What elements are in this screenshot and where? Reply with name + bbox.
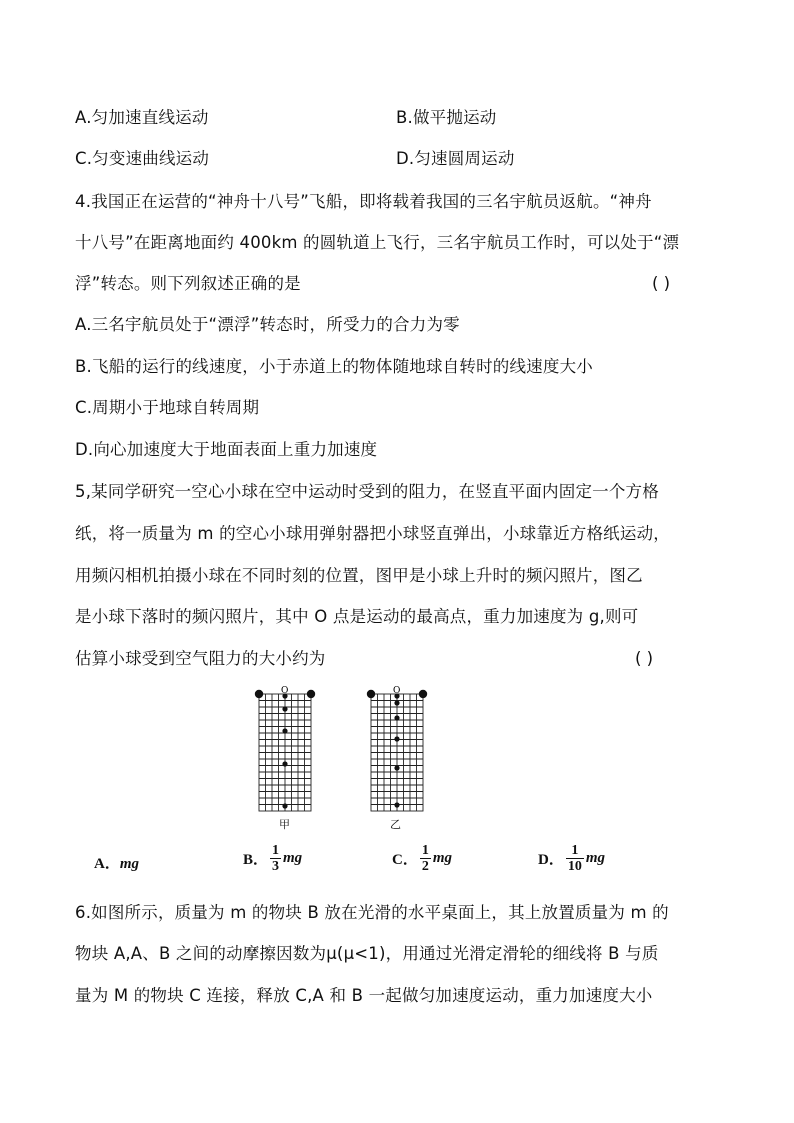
q5-answer-paren: ( ) bbox=[635, 649, 654, 668]
q6-stem-line2: 物块 A,A、B 之间的动摩擦因数为μ(μ<1)，用通过光滑定滑轮的细线将 B 与质 bbox=[75, 944, 659, 963]
figure-left-caption: 甲 bbox=[279, 818, 290, 831]
q6-stem-line1: 6.如图所示，质量为 m 的物块 B 放在光滑的水平桌面上，其上放置质量为 m 的 bbox=[75, 903, 669, 922]
q3-option-c: C.匀变速曲线运动 bbox=[75, 149, 210, 168]
q3-option-a: A.匀加速直线运动 bbox=[75, 108, 209, 127]
q5-option-a: A．mg bbox=[94, 856, 140, 872]
figure-right-caption: 乙 bbox=[390, 818, 401, 831]
q4-option-b: B.飞船的运行的线速度，小于赤道上的物体随地球自转时的线速度大小 bbox=[75, 357, 593, 376]
q5-stem-line2: 纸，将一质量为 m 的空心小球用弹射器把小球竖直弹出，小球靠近方格纸运动， bbox=[75, 524, 670, 543]
q3-option-d: D.匀速圆周运动 bbox=[396, 149, 515, 168]
q5-stem-line3: 用频闪相机拍摄小球在不同时刻的位置，图甲是小球上升时的频闪照片，图乙 bbox=[75, 566, 643, 585]
q4-option-d: D.向心加速度大于地面表面上重力加速度 bbox=[75, 440, 378, 459]
q4-stem-line1: 4.我国正在运营的“神舟十八号”飞船，即将载着我国的三名宇航员返航。“神舟 bbox=[75, 192, 652, 211]
q4-option-a: A.三名宇航员处于“漂浮”转态时，所受力的合力为零 bbox=[75, 315, 460, 334]
grid-figure-left bbox=[250, 684, 320, 828]
q6-stem-line3: 量为 M 的物块 C 连接，释放 C,A 和 B 一起做匀加速度运动，重力加速度大小 bbox=[75, 986, 653, 1005]
highest-point-label: O bbox=[281, 686, 289, 696]
grid-figure-right bbox=[362, 684, 432, 828]
q5-option-d: D． $\frac{1}{10}$ mg bbox=[538, 843, 606, 874]
q5-option-c: C． $\frac{1}{2}$ mg bbox=[392, 843, 453, 874]
q5-option-b: B． $\frac{1}{3}$ mg bbox=[243, 843, 303, 874]
q5-stem-line4: 是小球下落时的频闪照片，其中 O 点是运动的最高点，重力加速度为 g,则可 bbox=[75, 607, 639, 626]
q3-option-b: B.做平抛运动 bbox=[396, 108, 497, 127]
q4-stem-line2: 十八号”在距离地面约 400km 的圆轨道上飞行，三名宇航员工作时，可以处于“漂 bbox=[75, 233, 680, 252]
q4-answer-paren: ( ) bbox=[652, 274, 671, 293]
q4-option-c: C.周期小于地球自转周期 bbox=[75, 398, 260, 417]
q5-stem-line1: 5,某同学研究一空心小球在空中运动时受到的阻力，在竖直平面内固定一个方格 bbox=[75, 482, 659, 501]
svg-text:O: O bbox=[393, 686, 401, 696]
q4-stem-line3: 浮”转态。则下列叙述正确的是 bbox=[75, 274, 301, 293]
q5-stem-line5: 估算小球受到空气阻力的大小约为 bbox=[75, 649, 326, 668]
